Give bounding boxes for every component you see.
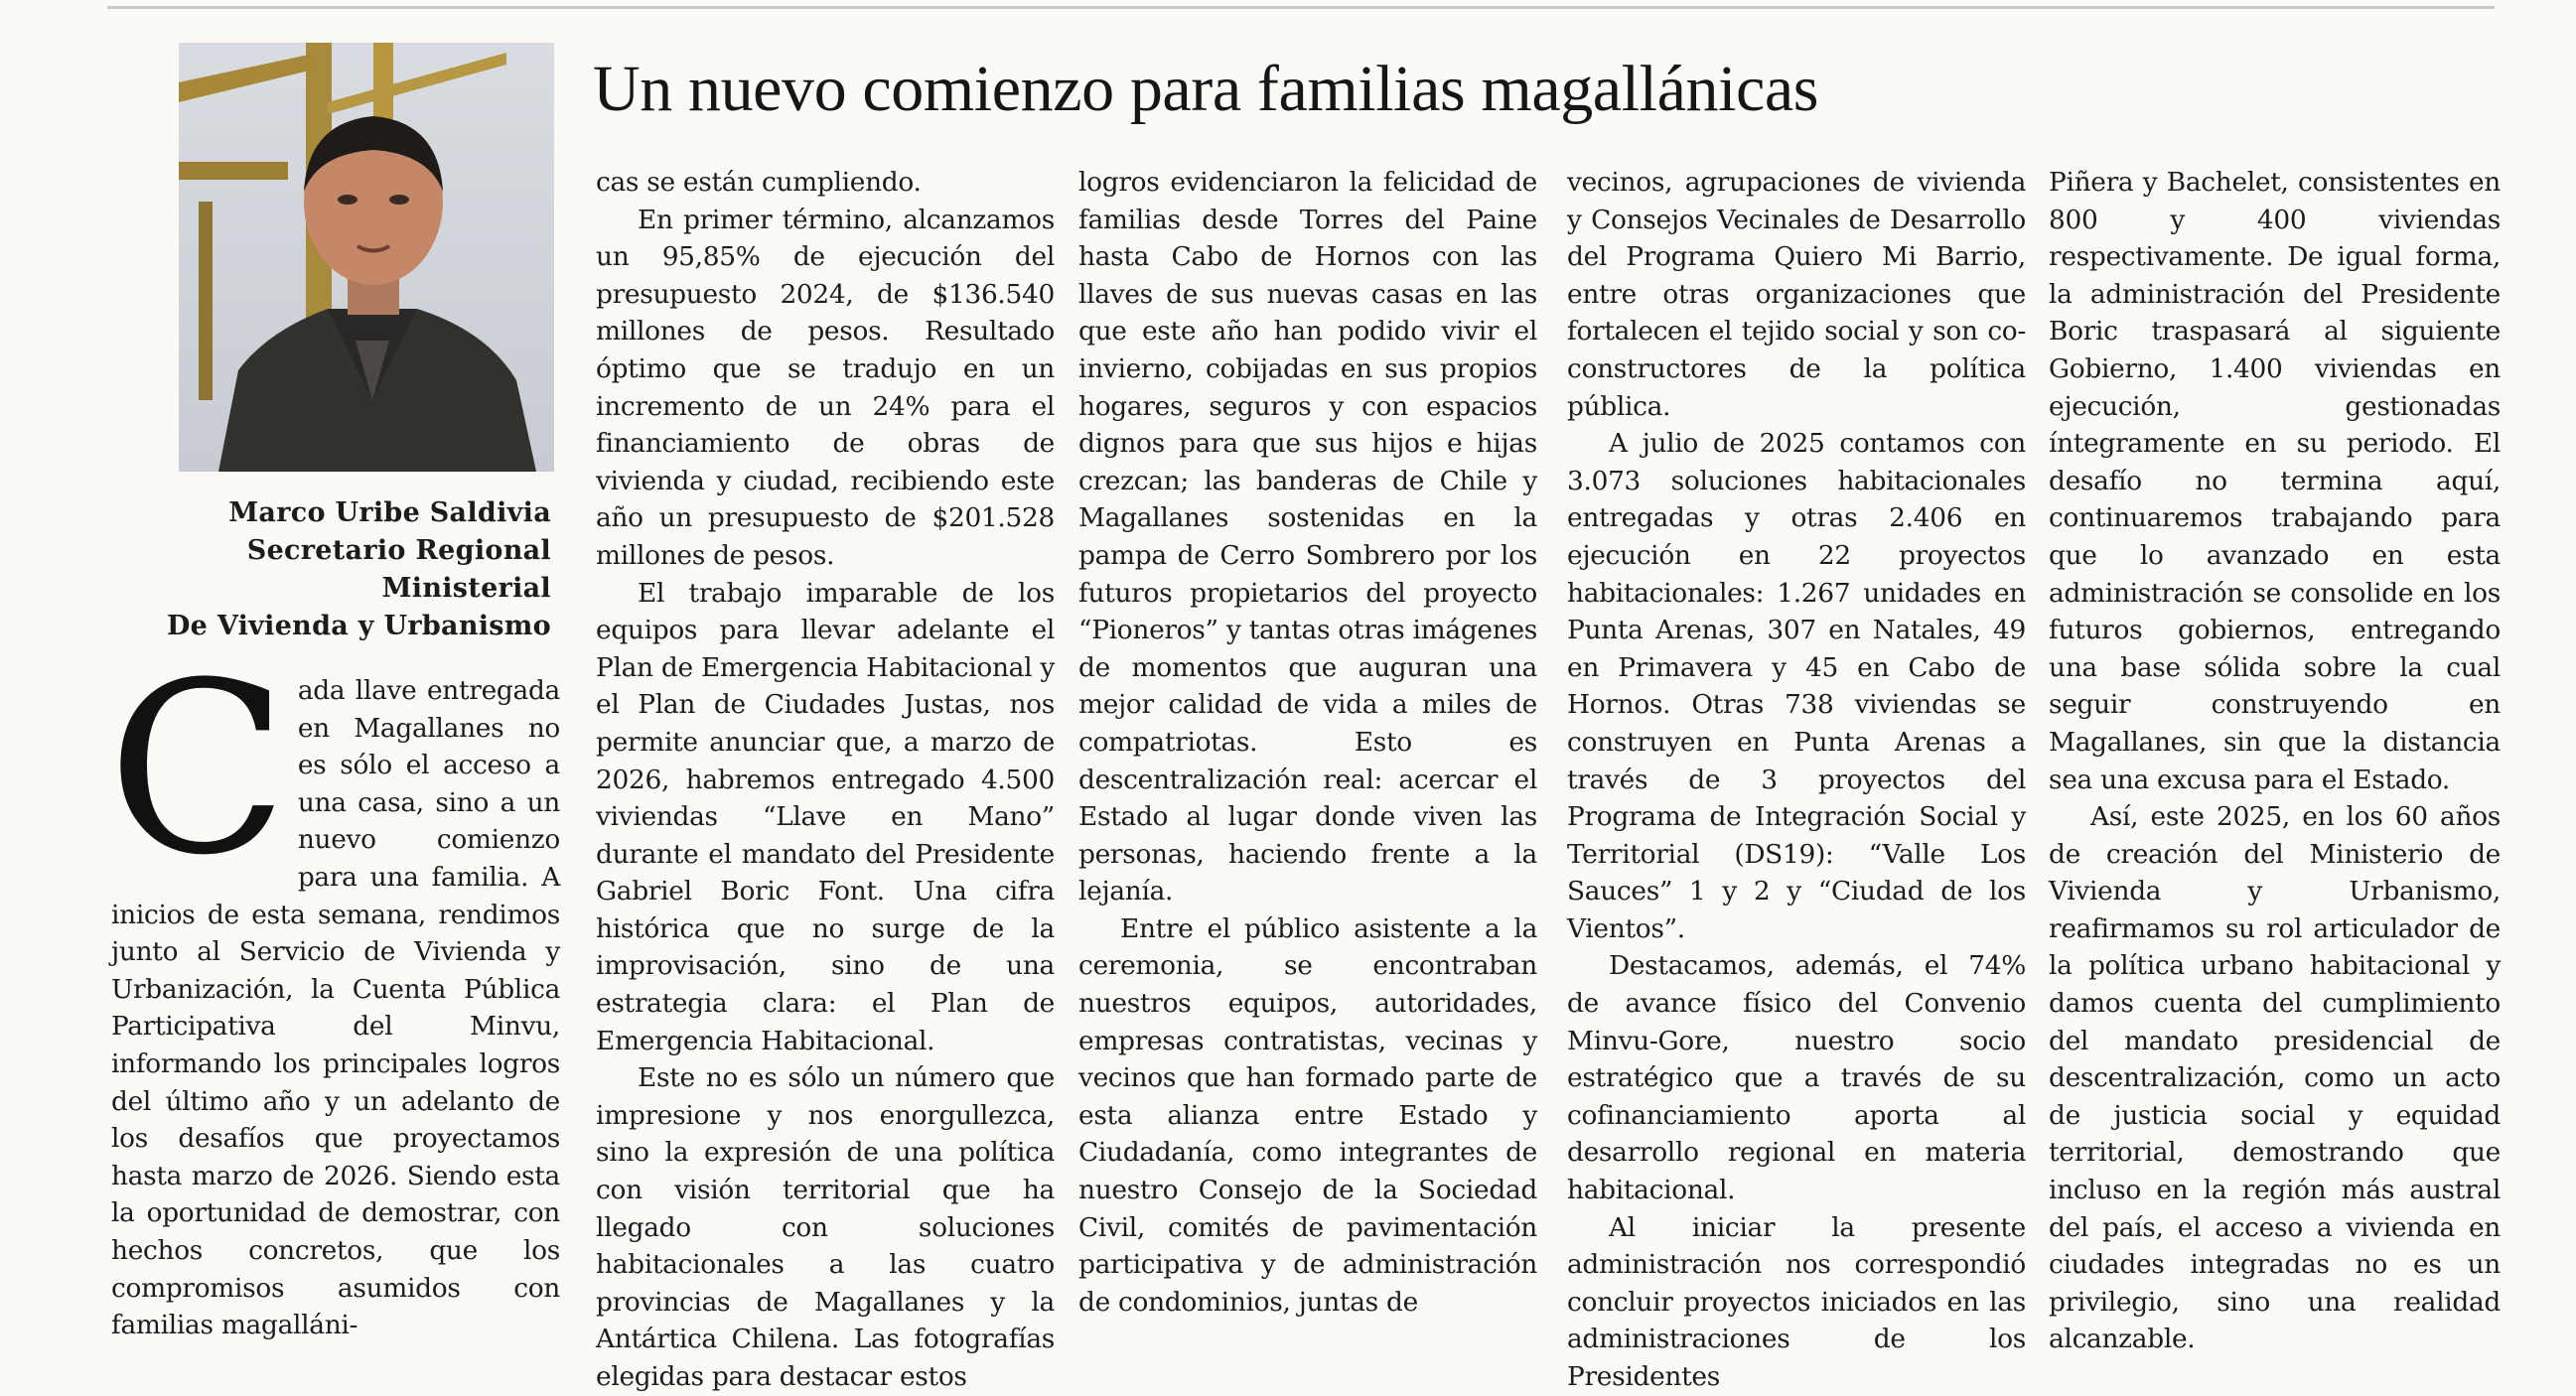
paragraph: Piñera y Bachelet, consistentes en 800 y 400 viviendas respectivamente. De igual forma, la administración del Presidente Boric traspasará al siguiente Gobierno, 1.400 viviendas en ejecución, gestionadas íntegramente en su periodo. El desafío no termina aquí, continuaremos trabajando para que lo avanzado en esta administración se consolide en los futuros gobiernos, entregando una base sólida sobre la cual seguir construyendo en Magallanes, sin que la distancia sea una excusa para el Estado. [2049, 167, 2501, 795]
paragraph: A julio de 2025 contamos con 3.073 soluciones habitacionales entregadas y otras 2.406 en ejecución en 22 proyectos habitacionales: 1.267 unidades en Punta Arenas, 307 en Natales, 49 en Primavera y 45 en Cabo de Hornos. Otras 738 viviendas se construyen en Punta Arenas a través de 3 proyectos del Programa de Integración Social y Territorial (DS19): “Valle Los Sauces” 1 y 2 y “Ciudad de los Vientos”. [1567, 428, 2026, 944]
paragraph: logros evidenciaron la felicidad de familias desde Torres del Paine hasta Cabo de Hornos con las llaves de sus nuevas casas en las que este año han podido vivir el invierno, cobijadas en sus propios hogares, seguros y con espacios dignos para que sus hijos e hijas crezcan; las banderas de Chile y Magallanes sostenidas en la pampa de Cerro Sombrero por los futuros propietarios del proyecto “Pioneros” y tantas otras imágenes de momentos que auguran una mejor calidad de vida a miles de compatriotas. Esto es descentralización real: acercar el Estado al lugar donde viven las personas, haciendo frente a la lejanía. [1078, 167, 1537, 907]
paragraph: ada llave entregada en Magallanes no es sólo el acceso a una casa, sino a un nuevo comienzo para una familia. A inicios de esta semana, rendimos junto al Servicio de Vivienda y Urbanización, la Cuenta Pública Participativa del Minvu, informando los principales logros del último año y un adelanto de los desafíos que proyectamos hasta marzo de 2026. Siendo esta la oportunidad de demostrar, con hechos concretos, que los compromisos asumidos con familias magalláni- [111, 675, 560, 1341]
paragraph: Así, este 2025, en los 60 años de creación del Ministerio de Vivienda y Urbanismo, reafirmamos su rol articulador de la política urbano habitacional y damos cuenta del cumplimiento del mandato presidencial de descentralización, como un acto de justicia social y equidad territorial, demostrando que incluso en la región más austral del país, el acceso a vivienda en ciudades integradas no es un privilegio, sino una realidad alcanzable. [2049, 801, 2501, 1355]
paragraph: vecinos, agrupaciones de vivienda y Consejos Vecinales de Desarrollo del Programa Quiero Mi Barrio, entre otras organizaciones que fortalecen el tejido social y son co-constructores de la política pública. [1567, 167, 2026, 422]
drop-cap: C [107, 632, 288, 907]
headline: Un nuevo comienzo para familias magallánicas [593, 53, 1819, 125]
paragraph: cas se están cumpliendo. [596, 167, 922, 198]
paragraph: Destacamos, además, el 74% de avance físico del Convenio Minvu-Gore, nuestro socio estratégico que a través de su cofinanciamiento aporta al desarrollo regional en materia habitacional. [1567, 950, 2026, 1206]
paragraph: Entre el público asistente a la ceremonia, se encontraban nuestros equipos, autoridades, empresas contratistas, vecinas y vecinos que han formado parte de esta alianza entre Estado y Ciudadanía, como integrantes de nuestro Consejo de la Sociedad Civil, comités de pavimentación participativa y de administración de condominios, juntas de [1078, 912, 1537, 1318]
author-role-ministry: De Vivienda y Urbanismo [166, 611, 551, 641]
author-name: Marco Uribe Saldivia [228, 497, 551, 528]
author-photo [179, 43, 554, 472]
article-column-1 [107, 632, 560, 1344]
paragraph: En primer término, alcanzamos un 95,85% de ejecución del presupuesto 2024, de $136.540 millones de pesos. Resultado óptimo que se tradujo en un incremento de un 24% para el financiamiento de obras de vivienda y ciudad, recibiendo este año un presupuesto de $201.528 millones de pesos. [596, 204, 1055, 571]
article-column-5 [2049, 164, 2501, 1358]
paragraph: El trabajo imparable de los equipos para llevar adelante el Plan de Emergencia Habitacional y el Plan de Ciudades Justas, nos permite anunciar que, a marzo de 2026, habremos entregado 4.500 viviendas “Llave en Mano” durante el mandato del Presidente Gabriel Boric Font. Una cifra histórica que no surge de la improvisación, sino de una estrategia clara: el Plan de Emergencia Habitacional. [596, 577, 1055, 1056]
author-role: Secretario Regional Ministerial [246, 535, 551, 604]
article-column-3 [1078, 164, 1537, 1321]
paragraph: Al iniciar la presente administración nos correspondió concluir proyectos iniciados en las administraciones de los Presidentes [1567, 1211, 2026, 1392]
top-rule [107, 6, 2495, 9]
article-column-4 [1567, 164, 2026, 1396]
byline [99, 494, 551, 645]
article-column-2 [596, 164, 1055, 1396]
paragraph: Este no es sólo un número que impresione y nos enorgullezca, sino la expresión de una política con visión territorial que ha llegado con soluciones habitacionales a las cuatro provincias de Magallanes y la Antártica Chilena. Las fotografías elegidas para destacar estos [596, 1062, 1055, 1392]
